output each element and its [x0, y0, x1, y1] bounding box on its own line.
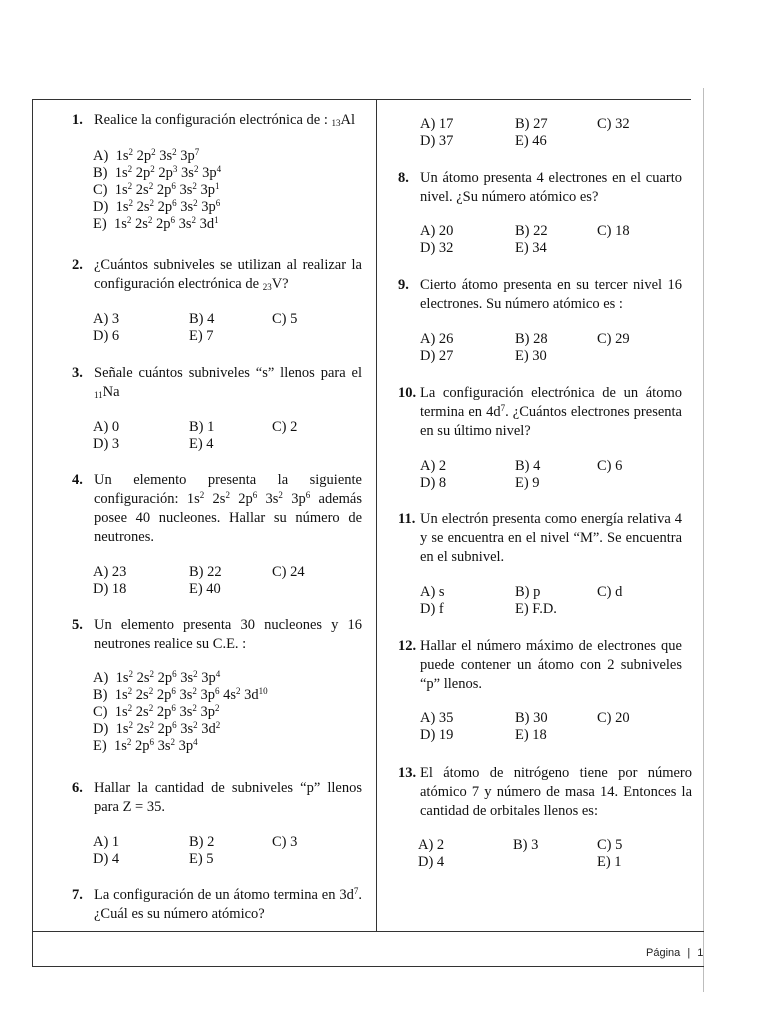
question-text: La configuración de un átomo termina en 3d	[94, 887, 354, 903]
question-text: El átomo de nitrógeno tiene por número atómico 7 y número de masa 14. Entonces la cantidad de orbitales llenos es:	[420, 765, 692, 819]
option-a: A) 23	[93, 564, 127, 580]
question-6	[72, 779, 362, 817]
page-footer	[646, 947, 703, 959]
option-d: D) 6	[93, 328, 120, 344]
option-b: B) p	[515, 584, 541, 600]
column-divider	[376, 99, 377, 931]
option-b: B) 30	[515, 710, 548, 726]
option-e: E) 34	[515, 240, 547, 256]
electron-configuration: $1s^2$ $2p^2$ $2p^3$ $3s^2$ $3p^4$	[114, 164, 222, 181]
option-b: B) 27	[515, 116, 548, 132]
option-a: A) 26	[420, 331, 454, 347]
electron-configuration: $1s^2$ $2s^2$ $2p^6$ $3s^2$ $3p^6$ $4s^2$ $3d^{10}$	[114, 686, 268, 703]
option-d: D) f	[420, 601, 444, 617]
bottom-rule	[32, 931, 704, 932]
option-c: C) 2	[272, 419, 298, 435]
question-3: 3. Señale cuántos subniveles “s” llenos para el $_{11}$Na	[72, 365, 362, 400]
option-e: E) 4	[189, 436, 214, 452]
option-d: D) 4	[93, 851, 120, 867]
option-a: A) 1	[93, 834, 120, 850]
question-number: 10.	[398, 385, 417, 401]
question-text: La configuración electrónica de un átomo termina en 4d	[420, 385, 682, 420]
question-number: 11.	[398, 511, 416, 527]
option-d: D) 32	[420, 240, 454, 256]
option-c: C) 24	[272, 564, 305, 580]
option-e	[93, 216, 219, 232]
option-b: B) 3	[513, 837, 539, 853]
question-number: 13.	[398, 765, 417, 781]
page-separator: |	[687, 947, 691, 959]
option-c: C) d	[597, 584, 623, 600]
option-b	[93, 165, 221, 181]
question-2: 2. ¿Cuántos subniveles se utilizan al realizar la configuración electrónica de $_{23}$V?	[72, 257, 362, 292]
question-number: 12.	[398, 638, 417, 654]
option-c: C) 3	[272, 834, 298, 850]
option-d: D) 4	[418, 854, 445, 870]
question-text: Hallar la cantidad de subniveles “p” llenos para Z = 35.	[94, 780, 362, 815]
option-c: C) 5	[272, 311, 298, 327]
option-letter: E)	[93, 216, 114, 232]
question-9	[398, 276, 682, 314]
option-b: B) 22	[515, 223, 548, 239]
question-text: ¿Cuántos subniveles se utilizan al realizar la configuración electrónica de	[94, 257, 362, 292]
option-e: E) 5	[189, 851, 214, 867]
question-text: Señale cuántos subniveles “s” llenos para el	[94, 365, 362, 381]
electron-configuration: $1s^2$ $2s^2$ $2p^6$ $3s^2$ $3d^2$	[115, 720, 221, 737]
question-number: 8.	[398, 170, 409, 186]
option-letter: E)	[93, 738, 114, 754]
option-a: A) 35	[420, 710, 454, 726]
option-b: B) 2	[189, 834, 215, 850]
option-letter: B)	[93, 687, 115, 703]
page-label: Página	[646, 947, 681, 959]
option-b: B) 4	[515, 458, 541, 474]
question-text: Un elemento presenta la siguiente configuración:	[94, 472, 362, 507]
option-b: B) 22	[189, 564, 222, 580]
option-a: A) 17	[420, 116, 454, 132]
question-11	[398, 510, 682, 567]
option-e: E) F.D.	[515, 601, 557, 617]
option-d: D) 27	[420, 348, 454, 364]
electron-configuration: $1s^2$ $2p^6$ $3s^2$ $3p^4$	[113, 737, 198, 754]
question-number: 2.	[72, 257, 83, 273]
question-8	[398, 169, 682, 207]
top-rule	[32, 99, 691, 100]
page-right-edge	[703, 88, 704, 992]
footer-rule	[32, 966, 704, 967]
question-number: 3.	[72, 365, 83, 381]
option-c: C) 18	[597, 223, 630, 239]
electron-configuration: $1s^2$ $2s^2$ $2p^6$ $3s^2$ $3p^4$	[115, 669, 221, 686]
electron-configuration: $1s^2$ $2p^2$ $3s^2$ $3p^7$	[115, 147, 200, 164]
electron-configuration: $1s^2$ $2s^2$ $2p^6$ $3s^2$ $3p^6$	[115, 198, 221, 215]
electron-configuration: $1s^2$ $2s^2$ $2p^6$ $3s^2$ $3p^1$	[114, 181, 220, 198]
option-b	[93, 687, 268, 703]
option-c	[93, 182, 219, 198]
option-e: E) 46	[515, 133, 547, 149]
question-number: 1.	[72, 112, 83, 128]
option-d: D) 8	[420, 475, 447, 491]
option-letter: D)	[93, 199, 116, 215]
question-number: 7.	[72, 887, 83, 903]
option-d: D) 19	[420, 727, 454, 743]
option-b: B) 1	[189, 419, 215, 435]
option-e: E) 30	[515, 348, 547, 364]
option-a	[93, 148, 199, 164]
option-d: D) 3	[93, 436, 120, 452]
option-c: C) 29	[597, 331, 630, 347]
question-number: 4.	[72, 472, 83, 488]
option-c: C) 5	[597, 837, 623, 853]
option-letter: D)	[93, 721, 116, 737]
option-letter: A)	[93, 148, 116, 164]
question-10: 10. La configuración electrónica de un átomo termina en $4d^7$. ¿Cuántos electrones presenta en su último nivel?	[398, 385, 682, 439]
option-b: B) 4	[189, 311, 215, 327]
option-e: E) 1	[597, 854, 622, 870]
option-a: A) s	[420, 584, 445, 600]
option-d	[93, 199, 220, 215]
question-1: 1. Realice la configuración electrónica de : $_{13}$Al	[72, 112, 356, 128]
option-e: E) 40	[189, 581, 221, 597]
question-text: Un elemento presenta 30 nucleones y 16 neutrones realice su C.E. :	[94, 617, 362, 652]
question-4: 4. Un elemento presenta la siguiente configuración: $1s^2$ $2s^2$ $2p^6$ $3s^2$ $3p^6$ además posee 40 nucleones. Hallar su número de neutrones.	[72, 472, 362, 545]
question-text: Un electrón presenta como energía relativa 4 y se encuentra en el nivel “M”. Se encuentra en el subnivel.	[420, 511, 682, 565]
option-c	[93, 704, 219, 720]
question-5	[72, 616, 362, 654]
option-c: C) 32	[597, 116, 630, 132]
question-number: 6.	[72, 780, 83, 796]
electron-configuration: $1s^2$ $2s^2$ $2p^6$ $3s^2$ $3p^2$	[114, 703, 220, 720]
question-number: 5.	[72, 617, 83, 633]
question-7: 7. La configuración de un átomo termina en $3d^7$. ¿Cuál es su número atómico?	[72, 886, 362, 922]
question-12	[398, 637, 682, 694]
option-a: A) 3	[93, 311, 120, 327]
option-e	[93, 738, 198, 754]
left-border	[32, 99, 33, 966]
option-b: B) 28	[515, 331, 548, 347]
question-text: Realice la configuración electrónica de :	[94, 112, 332, 128]
option-a: A) 0	[93, 419, 120, 435]
option-letter: A)	[93, 670, 116, 686]
option-a: A) 2	[418, 837, 445, 853]
question-number: 9.	[398, 277, 409, 293]
electron-configuration: $1s^2$ $2s^2$ $2p^6$ $3s^2$ $3d^1$	[113, 215, 219, 232]
option-d: D) 37	[420, 133, 454, 149]
option-letter: B)	[93, 165, 115, 181]
option-a: A) 20	[420, 223, 454, 239]
option-d	[93, 721, 220, 737]
option-a: A) 2	[420, 458, 447, 474]
option-e: E) 9	[515, 475, 540, 491]
option-e: E) 18	[515, 727, 547, 743]
option-c: C) 6	[597, 458, 623, 474]
question-13	[398, 764, 692, 821]
question-text: Cierto átomo presenta en su tercer nivel 16 electrones. Su número atómico es :	[420, 277, 682, 312]
option-d: D) 18	[93, 581, 127, 597]
option-a	[93, 670, 220, 686]
electron-configuration: $1s^2$ $2s^2$ $2p^6$ $3s^2$ $3p^6$	[186, 490, 311, 507]
question-text: Hallar el número máximo de electrones que puede contener un átomo con 2 subniveles “p” llenos.	[420, 638, 682, 692]
option-letter: C)	[93, 182, 115, 198]
option-e: E) 7	[189, 328, 214, 344]
option-letter: C)	[93, 704, 115, 720]
option-c: C) 20	[597, 710, 630, 726]
question-text: Un átomo presenta 4 electrones en el cuarto nivel. ¿Su número atómico es?	[420, 170, 682, 205]
page-number: 1	[697, 947, 704, 959]
